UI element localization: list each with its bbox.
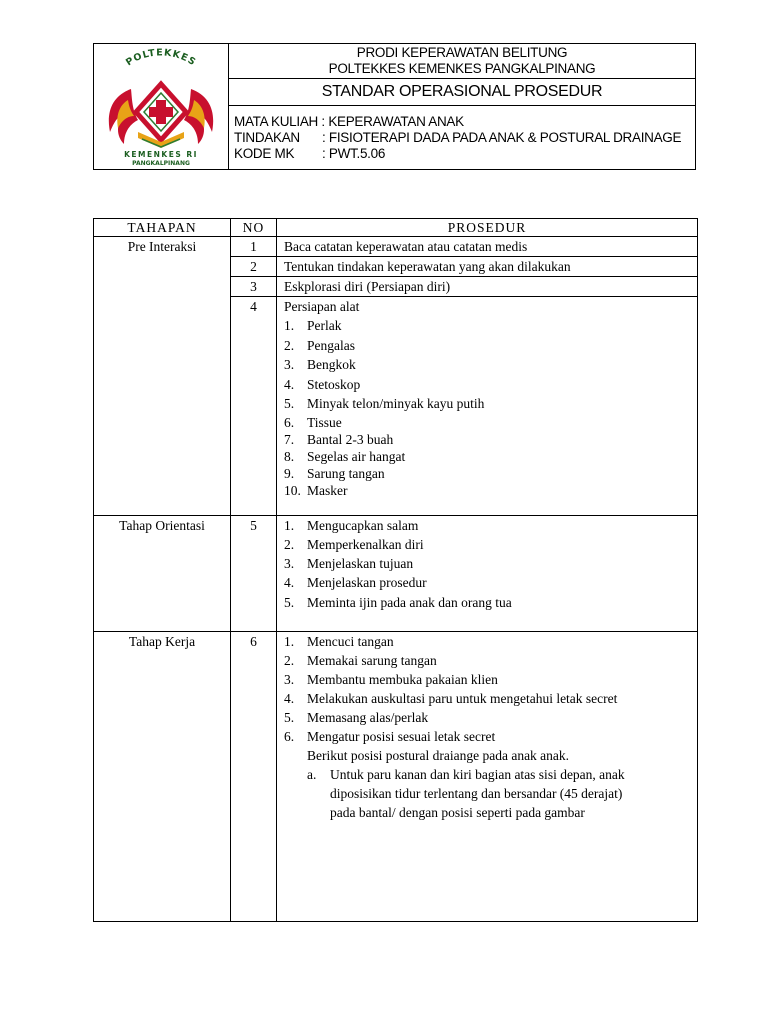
sub-item-a-label: a. [307, 767, 317, 782]
list-item: 5. Minyak telon/minyak kayu putih [284, 396, 485, 411]
row-no: 6 [231, 632, 277, 922]
row-procedure-kerja [277, 632, 698, 922]
sub-item-a-line: pada bantal/ dengan posisi seperti pada gambar [330, 805, 585, 820]
row-no: 1 [231, 237, 277, 257]
course-meta [234, 114, 681, 162]
svg-text:POLTEKKES [124, 47, 198, 68]
kode-mk-label: KODE MK [234, 146, 295, 161]
list-item: 3. Membantu membuka pakaian klien [284, 672, 498, 687]
col-header-no: NO [231, 219, 277, 237]
postural-note: Berikut posisi postural draiange pada anak anak. [307, 748, 570, 763]
list-item: 2. Memakai sarung tangan [284, 653, 437, 668]
row-procedure-persiapan-alat [277, 297, 698, 516]
orientasi-list [284, 516, 697, 614]
col-header-prosedur: PROSEDUR [277, 219, 698, 237]
table-row [94, 632, 698, 922]
row-procedure: Tentukan tindakan keperawatan yang akan dilakukan [277, 257, 698, 277]
row-procedure: Eskplorasi diri (Persiapan diri) [277, 277, 698, 297]
table-row [94, 516, 698, 632]
row-no: 2 [231, 257, 277, 277]
prodi-name: PRODI KEPERAWATAN BELITUNG [356, 45, 568, 60]
list-item: 1. Mengucapkan salam [284, 518, 419, 533]
list-item: 3. Bengkok [284, 357, 356, 372]
logo-top-text: POLTEKKES [124, 47, 198, 69]
col-header-tahapan: TAHAPAN [94, 219, 231, 237]
row-no: 5 [231, 516, 277, 632]
stage-orientasi: Tahap Orientasi [94, 516, 231, 632]
row-procedure: Baca catatan keperawatan atau catatan medis [277, 237, 698, 257]
kode-mk-value: : PWT.5.06 [322, 146, 386, 161]
sub-item-a [307, 765, 697, 822]
list-item: 4. Melakukan auskultasi paru untuk mengetahui letak secret [284, 691, 618, 706]
list-item: 2. Pengalas [284, 337, 355, 353]
poltekkes-logo [94, 44, 228, 169]
equipment-list [284, 316, 697, 499]
poltekkes-name: POLTEKKES KEMENKES PANGKALPINANG [328, 61, 596, 76]
stage-pre-interaksi: Pre Interaksi [94, 237, 231, 516]
sub-item-a-line: Untuk paru kanan dan kiri bagian atas sisi depan, anak [330, 767, 625, 782]
logo-cell [94, 44, 229, 169]
procedure-table [93, 218, 698, 922]
row-procedure-orientasi [277, 516, 698, 632]
sub-item-a-line: diposisikan tidur terlentang dan bersandar (45 derajat) [330, 786, 623, 801]
list-item: 5. Memasang alas/perlak [284, 710, 429, 725]
list-item: 4. Menjelaskan prosedur [284, 575, 427, 590]
persiapan-alat-title: Persiapan alat [284, 299, 360, 314]
list-item: 6. Tissue [284, 414, 342, 430]
row-no: 4 [231, 297, 277, 516]
table-header-row [94, 219, 698, 237]
kerja-list [284, 632, 697, 746]
list-item: 7. Bantal 2-3 buah [284, 431, 394, 447]
logo-city-text: PANGKALPINANG [132, 160, 190, 167]
list-item: 2. Memperkenalkan diri [284, 537, 424, 552]
list-item: 1. Perlak [284, 318, 342, 333]
row-no: 3 [231, 277, 277, 297]
logo-bottom-text: KEMENKES RI [124, 150, 198, 159]
list-item: 4. Stetoskop [284, 376, 361, 392]
list-item: 1. Mencuci tangan [284, 634, 394, 649]
list-item: 5. Meminta ijin pada anak dan orang tua [284, 595, 512, 610]
list-item: 9. Sarung tangan [284, 465, 385, 481]
list-item: 3. Menjelaskan tujuan [284, 556, 414, 571]
list-item: 10. Masker [284, 482, 348, 498]
tindakan-label: TINDAKAN [234, 130, 300, 145]
mata-kuliah-line: MATA KULIAH : KEPERAWATAN ANAK [234, 114, 464, 129]
table-row [94, 237, 698, 257]
stage-kerja: Tahap Kerja [94, 632, 231, 922]
tindakan-value: : FISIOTERAPI DADA PADA ANAK & POSTURAL DRAINAGE [322, 130, 682, 145]
sop-header [93, 43, 696, 170]
page-title: STANDAR OPERASIONAL PROSEDUR [229, 78, 695, 106]
list-item: 6. Mengatur posisi sesuai letak secret [284, 729, 496, 744]
institution-block [229, 44, 695, 77]
list-item: 8. Segelas air hangat [284, 448, 406, 464]
